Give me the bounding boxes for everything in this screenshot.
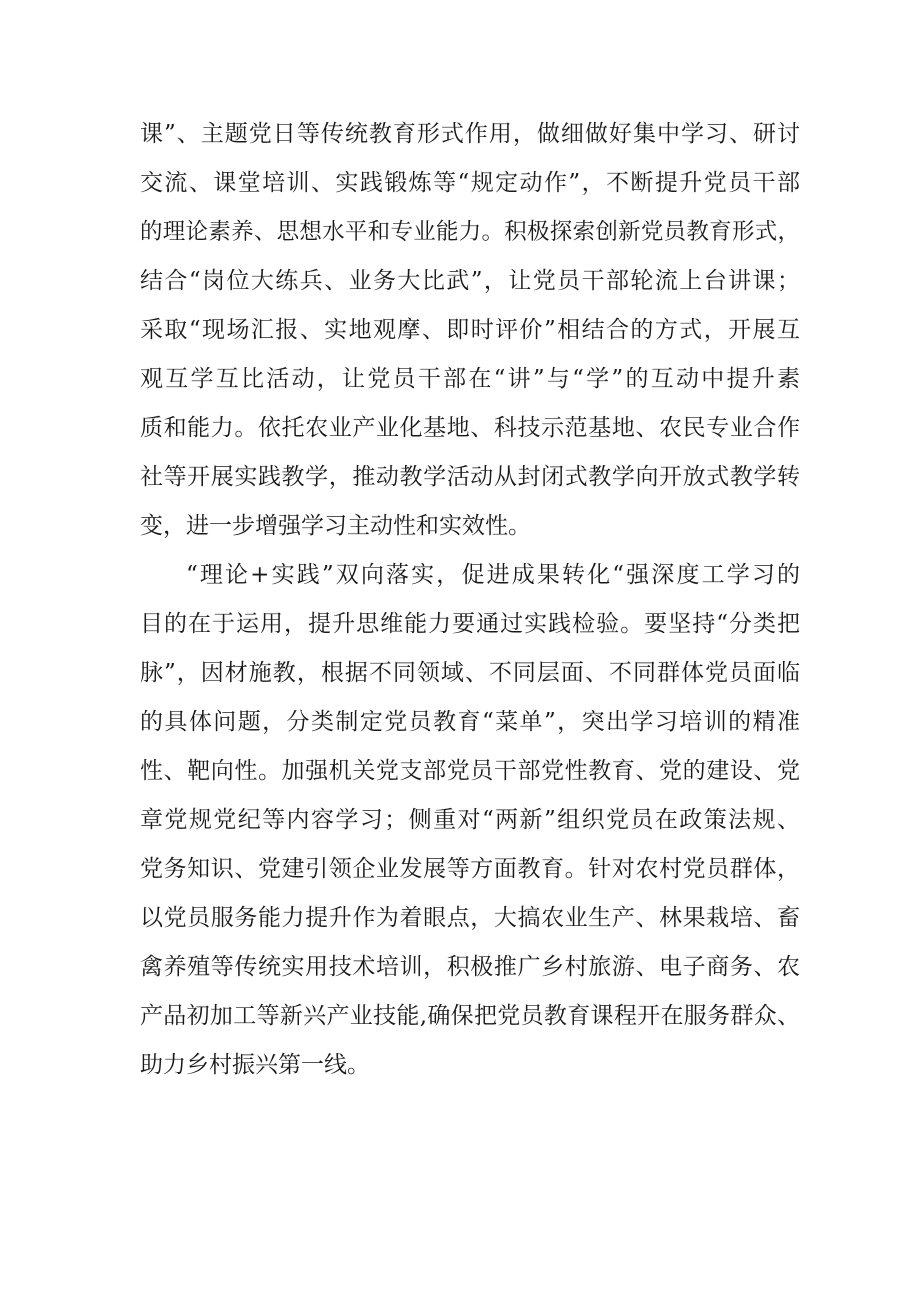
- text-line: 助力乡村振兴第一线。: [140, 1052, 370, 1078]
- text-line: 社等开展实践教学，推动教学活动从封闭式教学向开放式教学转: [140, 464, 800, 490]
- text-line: 观互学互比活动，让党员干部在“讲”与“学”的互动中提升素: [140, 366, 800, 392]
- text-line: 的理论素养、思想水平和专业能力。积极探索创新党员教育形式，: [140, 219, 800, 245]
- text-line: 党务知识、党建引领企业发展等方面教育。针对农村党员群体，: [140, 856, 800, 882]
- text-line: 质和能力。依托农业产业化基地、科技示范基地、农民专业合作: [140, 415, 800, 441]
- text-line: 产品初加工等新兴产业技能,确保把党员教育课程开在服务群众、: [140, 1003, 800, 1029]
- text-line: 以党员服务能力提升作为着眼点，大搞农业生产、林果栽培、畜: [140, 905, 800, 931]
- text-line: 禽养殖等传统实用技术培训，积极推广乡村旅游、电子商务、农: [140, 954, 800, 980]
- text-line: 交流、课堂培训、实践锻炼等“规定动作”，不断提升党员干部: [140, 170, 800, 196]
- text-line: 性、靶向性。加强机关党支部党员干部党性教育、党的建设、党: [140, 758, 800, 784]
- text-line: 课”、主题党日等传统教育形式作用，做细做好集中学习、研讨: [140, 121, 800, 147]
- text-line: 结合“岗位大练兵、业务大比武”，让党员干部轮流上台讲课；: [140, 268, 800, 294]
- text-line: 采取“现场汇报、实地观摩、即时评价”相结合的方式，开展互: [140, 317, 800, 343]
- paragraph-first-line: “理论+实践”双向落实，促进成果转化“强深度工学习的: [186, 562, 800, 588]
- text-line: 变，进一步增强学习主动性和实效性。: [140, 513, 531, 539]
- text-line: 目的在于运用，提升思维能力要通过实践检验。要坚持“分类把: [140, 611, 800, 637]
- text-line: 的具体问题，分类制定党员教育“菜单”，突出学习培训的精准: [140, 709, 800, 735]
- text-line: 章党规党纪等内容学习；侧重对“两新”组织党员在政策法规、: [140, 807, 800, 833]
- text-line: 脉”，因材施教，根据不同领域、不同层面、不同群体党员面临: [140, 660, 800, 686]
